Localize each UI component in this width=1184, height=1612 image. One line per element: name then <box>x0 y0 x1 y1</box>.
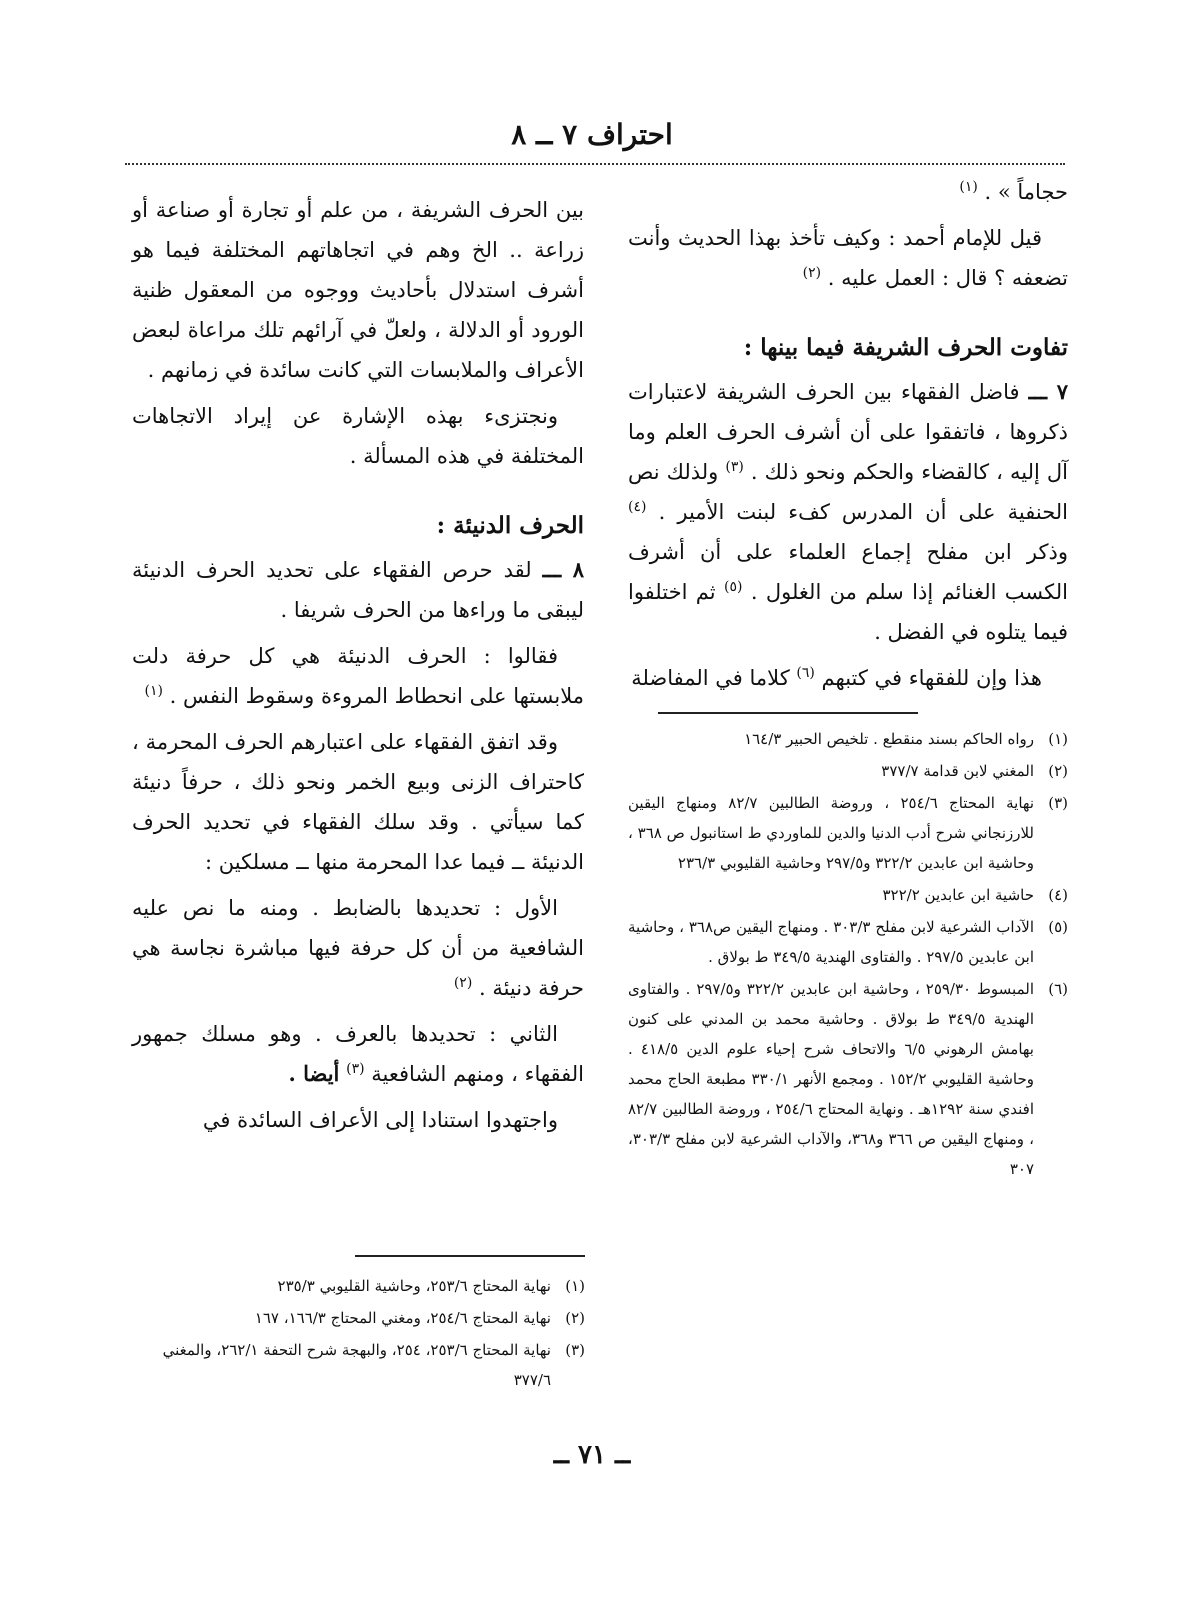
footnote-ref: (٢) <box>802 265 822 281</box>
paragraph: قيل للإمام أحمد : وكيف تأخذ بهذا الحديث وأنت تضعفه ؟ قال : العمل عليه . $^{(٢)}$ <box>628 226 1068 290</box>
left-column <box>132 190 584 1146</box>
paragraph: ونجتزىء بهذه الإشارة عن إيراد الاتجاهات المختلفة في هذه المسألة . <box>132 404 584 468</box>
footnotes-left <box>140 1255 585 1397</box>
right-column <box>628 172 1068 1186</box>
footnote: (٣) نهاية المحتاج ٢٥٤/٦ ، وروضة الطالبين ٨٢/٧ ومنهاج اليقين للارزنجاني شرح أدب الدنيا والدين للماوردي ط استانبول ص ٣٦٨ ، وحاشية ابن عابدين ٣٢٢/٢ و٢٩٧/٥ وحاشية القليوبي ٢٣٦/٣ <box>628 794 1068 872</box>
section-number: ٧ ـــ <box>1028 379 1068 404</box>
section-heading: تفاوت الحرف الشريفة فيما بينها : <box>743 334 1068 361</box>
footnote-divider <box>658 712 918 714</box>
footnote-ref: (١) <box>959 179 978 195</box>
paragraph: فقالوا : الحرف الدنيئة هي كل حرفة دلت ملابستها على انحطاط المروءة وسقوط النفس . $^{(١)}$ <box>132 644 584 708</box>
paragraph-8: ٨ ـــ لقد حرص الفقهاء على تحديد الحرف الدنيئة ليبقى ما وراءها من الحرف شريفا . <box>132 557 584 622</box>
footnote: (٢) المغني لابن قدامة ٣٧٧/٧ <box>881 762 1068 780</box>
paragraph: بين الحرف الشريفة ، من علم أو تجارة أو صناعة أو زراعة .. الخ وهم في اتجاهاتهم المختلفة فيما هو أشرف استدلال بأحاديث ووجوه من المعقول ظنية الورود أو الدلالة ، ولعلّ في آرائهم تلك مراعاة لبعض الأعراف والملابسات التي كانت سائدة في زمانهم . <box>132 198 584 382</box>
paragraph: الأول : تحديدها بالضابط . ومنه ما نص عليه الشافعية من أن كل حرفة فيها مباشرة نجاسة هي حرفة دنيئة . $^{(٢)}$ <box>132 896 584 1000</box>
footnote-ref: (٦) <box>796 665 815 681</box>
page-title: احتراف ٧ ــ ٨ <box>511 118 673 151</box>
section-heading: الحرف الدنيئة : <box>436 512 584 539</box>
paragraph: هذا وإن للفقهاء في كتبهم $^{(٦)}$ كلاما في المفاضلة <box>631 665 1042 690</box>
section-number: ٨ ـــ <box>542 557 584 582</box>
footnote: (٢) نهاية المحتاج ٢٥٤/٦، ومغني المحتاج ١٦٦/٣، ١٦٧ <box>254 1309 585 1327</box>
footnote-ref: (٣) <box>725 459 744 475</box>
footnote-ref: (٣) <box>346 1061 365 1077</box>
footnote: (١) نهاية المحتاج ٢٥٣/٦، وحاشية القليوبي ٢٣٥/٣ <box>277 1277 585 1295</box>
footnotes-right <box>628 724 1068 1184</box>
footnote-ref: (٤) <box>628 499 647 515</box>
footnote: (٤) حاشية ابن عابدين ٣٢٢/٢ <box>882 886 1068 904</box>
page-number: ــ ٧١ ــ <box>553 1440 631 1470</box>
footnote: (٥) الآداب الشرعية لابن مفلح ٣٠٣/٣ . ومنهاج اليقين ص٣٦٨ ، وحاشية ابن عابدين ٢٩٧/٥ . والفتاوى الهندية ٣٤٩/٥ ط بولاق . <box>628 918 1068 966</box>
footnote-divider <box>355 1255 585 1257</box>
paragraph-7: ٧ ـــ فاضل الفقهاء بين الحرف الشريفة لاعتبارات ذكروها ، فاتفقوا على أن أشرف الحرف العلم وما آل إليه ، كالقضاء والحكم ونحو ذلك . $^{(٣)}$ ولذلك نص الحنفية على أن المدرس كفء لبنت الأمير . $^{(٤)}$ وذكر ابن مفلح إجماع العلماء على أن أشرف الكسب الغنائم إذا سلم من الغلول . $^{(٥)}$ ثم اختلفوا فيما يتلوه في الفضل . <box>628 379 1068 644</box>
paragraph: واجتهدوا استنادا إلى الأعراف السائدة في <box>202 1108 558 1132</box>
paragraph: وقد اتفق الفقهاء على اعتبارهم الحرف المحرمة ، كاحتراف الزنى وبيع الخمر ونحو ذلك ، حرفاً دنيئة كما سيأتي . وقد سلك الفقهاء في تحديد الحرف الدنيئة ــ فيما عدا المحرمة منها ــ مسلكين : <box>132 730 584 874</box>
paragraph: الثاني : تحديدها بالعرف . وهو مسلك جمهور الفقهاء ، ومنهم الشافعية $^{(٣)}$ أيضا . <box>132 1022 584 1086</box>
footnote-ref: (٥) <box>723 579 743 595</box>
footnote: (١) رواه الحاكم بسند منقطع . تلخيص الحبير ١٦٤/٣ <box>744 730 1068 748</box>
footnote: (٣) نهاية المحتاج ٢٥٣/٦، ٢٥٤، والبهجة شرح التحفة ٢٦٢/١، والمغني ٣٧٧/٦ <box>162 1341 585 1389</box>
footnote-ref: (١) <box>144 683 163 699</box>
footnote: (٦) المبسوط ٢٥٩/٣٠ ، وحاشية ابن عابدين ٣٢٢/٢ و٢٩٧/٥ . والفتاوى الهندية ٣٤٩/٥ ط بولاق . وحاشية محمد بن المدني على كنون بهامش الرهوني ٦/٥ والاتحاف شرح إحياء علوم الدين ٤١٨/٥ . وحاشية القليوبي ١٥٢/٢ . ومجمع الأنهر ٣٣٠/١ مطبعة الحاج محمد افندي سنة ١٢٩٢هـ . ونهاية المحتاج ٢٥٤/٦ ، وروضة الطالبين ٨٢/٧ ، ومنهاج اليقين ص ٣٦٦ و٣٦٨، والآداب الشرعية لابن مفلح ٣٠٣/٣، ٣٠٧ <box>628 980 1068 1178</box>
header-divider <box>125 163 1065 165</box>
paragraph: حجاماً » . $^{(١)}$ <box>959 179 1068 204</box>
footnote-ref: (٢) <box>453 975 473 991</box>
